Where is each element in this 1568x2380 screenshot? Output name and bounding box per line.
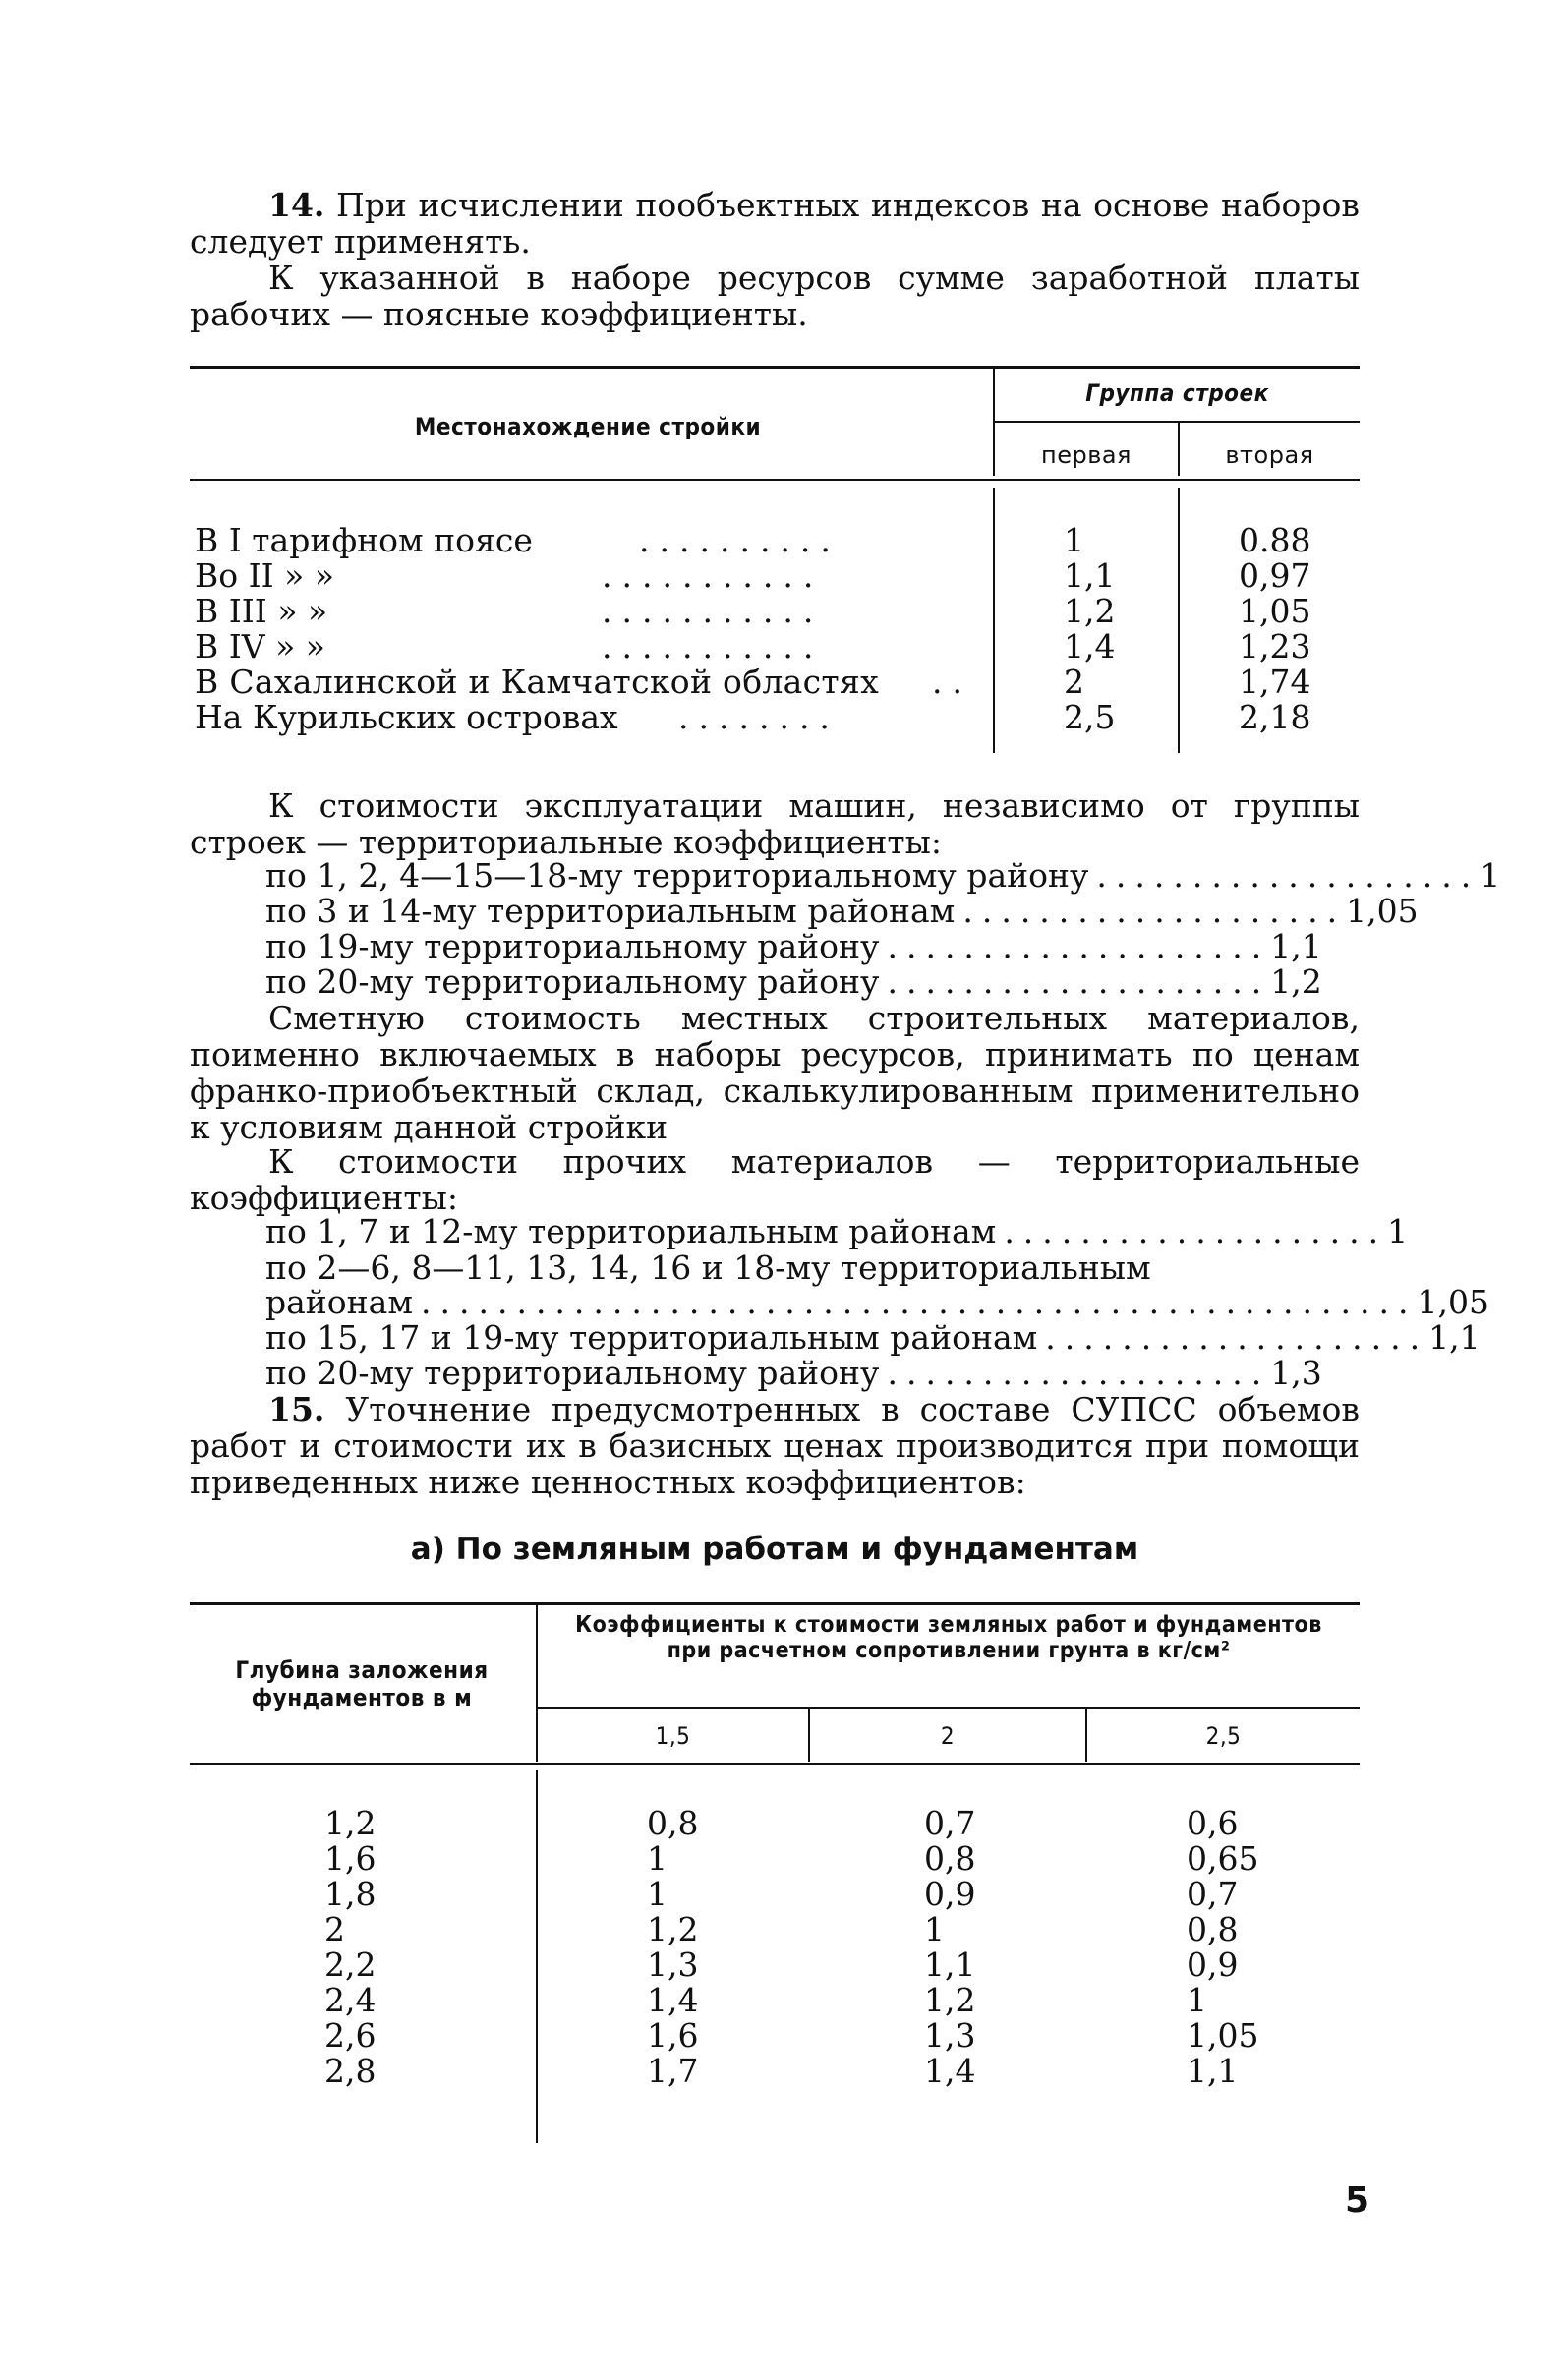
leader-dots: .................... (1096, 856, 1481, 895)
list-item-text: по 15, 17 и 19-му территориальным районам (265, 1318, 1038, 1357)
coefficient-cell: 1,2 (647, 1910, 699, 1948)
header-second: вторая (1225, 441, 1314, 469)
table-rule-mid (538, 1707, 1360, 1709)
leader-dots: .. (932, 663, 972, 701)
coefficient-cell: 0,7 (924, 1804, 976, 1842)
leader-dots: .................... (887, 1354, 1271, 1392)
list-item-text: по 1, 2, 4—15—18-му территориальному району (265, 856, 1089, 895)
list-item-value: 1,1 (1428, 1318, 1481, 1357)
row-place: В Сахалинской и Камчатской областях (195, 663, 879, 701)
paragraph-text: При исчислении пообъектных индексов на основе наборов следует применять. (190, 186, 1360, 261)
coefficient-cell: 0,9 (924, 1875, 976, 1913)
leader-dots: .......... (639, 521, 841, 559)
row-first: 1 (1064, 521, 1084, 559)
list-item-text: по 19-му территориальному району (265, 927, 880, 965)
row-second: 0,97 (1239, 556, 1311, 595)
table-rule-vertical (536, 1770, 538, 2143)
list-item (265, 1212, 1409, 1250)
depth-cell: 2,2 (324, 1945, 377, 1984)
leader-dots: ........... (602, 627, 824, 666)
list-item-text: по 20-му территориальному району (265, 962, 880, 1001)
row-place: На Курильских островах (195, 698, 618, 736)
coefficient-cell: 1 (1187, 1981, 1207, 2019)
list-item-value: 1,05 (1346, 892, 1419, 930)
row-place: Во II » » (195, 556, 335, 595)
paragraph-other-materials: К стоимости прочих материалов — территориальные коэффициенты: (190, 1142, 1360, 1217)
leader-dots: .................... (962, 892, 1347, 930)
list-item-value: 1,1 (1270, 927, 1322, 965)
row-first: 1,2 (1064, 592, 1116, 630)
row-second: 1,74 (1239, 663, 1311, 701)
paragraph-15 (190, 1391, 1360, 1500)
row-second: 1,05 (1239, 592, 1311, 630)
list-item (265, 1354, 1322, 1392)
header-r2: 2 (940, 1722, 956, 1750)
paragraph-machines: К стоимости эксплуатации машин, независимо от группы строек — территориальные коэффициенты: (190, 786, 1360, 861)
row-place: В IV » » (195, 627, 325, 666)
table-rule-top (190, 366, 1360, 369)
depth-cell: 2 (324, 1910, 345, 1948)
coefficient-cell: 1,4 (647, 1981, 699, 2019)
coefficient-cell: 1,4 (924, 2052, 976, 2090)
table-rule-top (190, 1602, 1360, 1605)
leader-dots: ........... (602, 592, 824, 630)
coefficient-cell: 1 (647, 1875, 668, 1913)
row-first: 1,4 (1064, 627, 1116, 666)
row-place: В III » » (195, 592, 328, 630)
section-title: а) По земляным работам и фундаментам (410, 1532, 1139, 1567)
list-item (265, 962, 1322, 1001)
list-item-text: районам (265, 1283, 413, 1321)
header-location: Местонахождение стройки (414, 413, 762, 440)
depth-cell: 2,4 (324, 1981, 377, 2019)
depth-cell: 1,6 (324, 1839, 377, 1878)
row-first: 2 (1064, 663, 1084, 701)
coefficient-cell: 0,8 (647, 1804, 699, 1842)
coefficient-cell: 1,3 (924, 2016, 976, 2055)
paragraph-local-materials: Сметную стоимость местных строительных материалов, поименно включаемых в наборы ресурсов, принимать по ценам франко-приобъектный склад, скалькулированным применительно к условиям данной стройки (190, 999, 1360, 1146)
table-rule-head-bottom (190, 479, 1360, 481)
coefficient-cell: 1,3 (647, 1945, 699, 1984)
row-second: 1,23 (1239, 627, 1311, 666)
coefficient-cell: 0,9 (1187, 1945, 1239, 1984)
table-rule-head-bottom (190, 1763, 1360, 1765)
leader-dots: .................... (1004, 1212, 1388, 1250)
coefficient-cell: 0,7 (1187, 1875, 1239, 1913)
depth-cell: 1,2 (324, 1804, 377, 1842)
list-item-value: 1,3 (1270, 1354, 1322, 1392)
coefficient-cell: 1,2 (924, 1981, 976, 2019)
list-item-value: 1 (1387, 1212, 1409, 1250)
table-rule-vertical (993, 488, 995, 753)
paragraph-number: 15. (268, 1390, 325, 1428)
header-group: Группа строек (1085, 379, 1269, 407)
paragraph-14 (190, 187, 1360, 260)
coefficient-cell: 1,1 (1187, 2052, 1239, 2090)
table-rule-vertical (1178, 488, 1180, 753)
coefficient-cell: 0,65 (1187, 1839, 1259, 1878)
coefficient-cell: 1,05 (1187, 2016, 1259, 2055)
leader-dots: .................... (887, 927, 1271, 965)
coefficient-cell: 1 (647, 1839, 668, 1878)
coefficient-cell: 1,6 (647, 2016, 699, 2055)
coefficient-cell: 0,6 (1187, 1804, 1239, 1842)
row-first: 1,1 (1064, 556, 1116, 595)
row-place: В I тарифном поясе (195, 521, 533, 559)
depth-cell: 2,8 (324, 2052, 377, 2090)
page-number: 5 (1345, 2180, 1370, 2221)
leader-dots: ........ (678, 698, 840, 736)
paragraph-wages: К указанной в наборе ресурсов сумме заработной платы рабочих — поясные коэффициенты. (190, 259, 1360, 333)
list-item (265, 1283, 1489, 1321)
header-coefficients: Коэффициенты к стоимости земляных работ и фундаментов при расчетном сопротивлении грунта в кг/см² (575, 1612, 1322, 1663)
header-r1: 1,5 (655, 1722, 691, 1750)
coefficient-cell: 0,8 (924, 1839, 976, 1878)
row-second: 2,18 (1239, 698, 1311, 736)
row-first: 2,5 (1064, 698, 1116, 736)
list-item-value: 1,05 (1417, 1283, 1489, 1321)
list-item-text: по 1, 7 и 12-му территориальным районам (265, 1212, 997, 1250)
header-r3: 2,5 (1205, 1722, 1242, 1750)
list-item-text: по 2—6, 8—11, 13, 14, 16 и 18-му территориальным (265, 1248, 1151, 1287)
list-item-value: 1 (1480, 856, 1501, 895)
list-item (265, 1318, 1481, 1357)
depth-cell: 2,6 (324, 2016, 377, 2055)
leader-dots: ........... (602, 556, 824, 595)
paragraph-number: 14. (268, 186, 325, 224)
leader-dots: .................... (887, 962, 1271, 1001)
leader-dots: .................................................... (421, 1283, 1418, 1321)
coefficient-cell: 1,1 (924, 1945, 976, 1984)
list-item-text: по 20-му территориальному району (265, 1354, 880, 1392)
list-item (265, 927, 1322, 965)
list-item (265, 892, 1419, 930)
list-item (265, 856, 1501, 895)
leader-dots: .................... (1045, 1318, 1429, 1357)
depth-cell: 1,8 (324, 1875, 377, 1913)
list-item-value: 1,2 (1270, 962, 1322, 1001)
coefficient-cell: 0,8 (1187, 1910, 1239, 1948)
coefficient-cell: 1 (924, 1910, 945, 1948)
header-first: первая (1041, 441, 1132, 469)
coefficient-cell: 1,7 (647, 2052, 699, 2090)
header-depth: Глубина заложения фундаментов в м (235, 1656, 489, 1712)
paragraph-text: Уточнение предусмотренных в составе СУПСС объемов работ и стоимости их в базисных ценах производится при помощи приведенных ниже ценностных коэффициентов: (190, 1390, 1360, 1501)
row-second: 0.88 (1239, 521, 1311, 559)
list-item-text: по 3 и 14-му территориальным районам (265, 892, 956, 930)
